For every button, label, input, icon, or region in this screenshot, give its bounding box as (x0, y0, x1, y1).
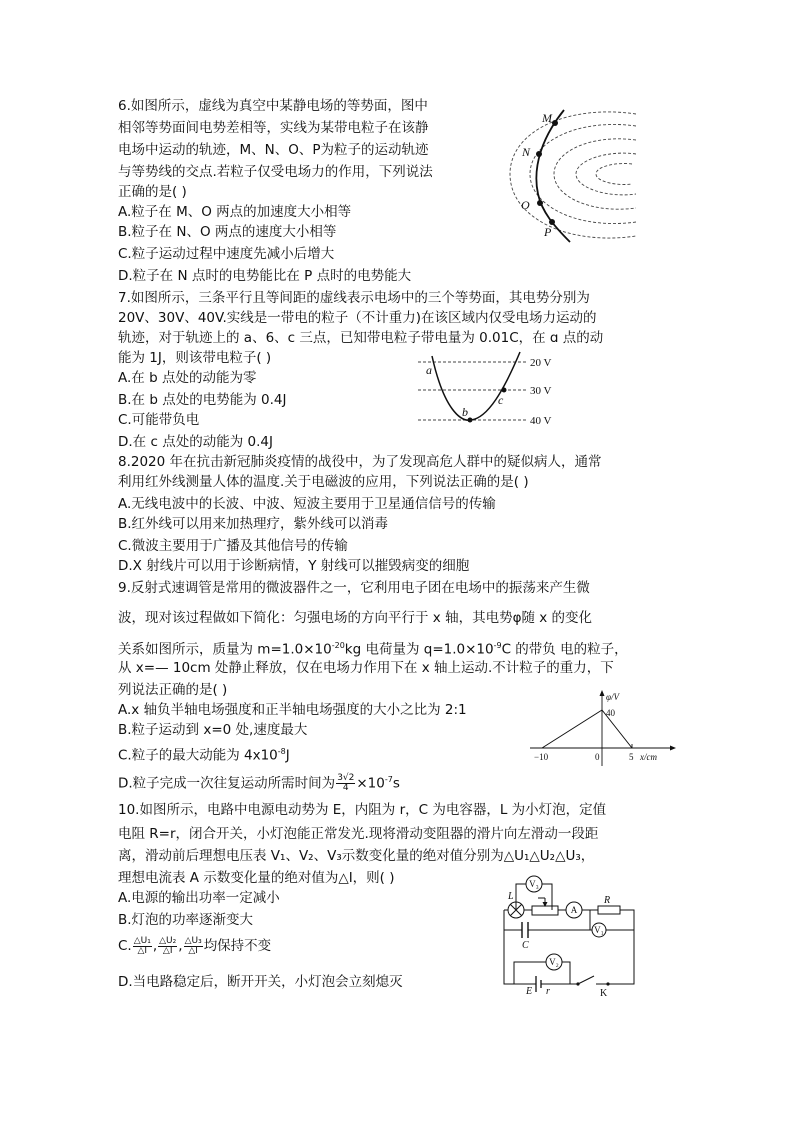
q9-option-a: A.x 轴负半轴电场强度和正半轴电场强度的大小之比为 2:1 (118, 702, 467, 718)
q9-potential-graph (528, 688, 678, 768)
q9-option-c: C.粒子的最大动能为 $4x10^{-8}J$ (118, 747, 290, 764)
q9-option-b: B.粒子运动到 x=0 处,速度最大 (118, 722, 308, 738)
q10-option-b: B.灯泡的功率逐渐变大 (118, 912, 254, 928)
q10-capacitor-symbol (522, 922, 528, 938)
q6-label-p: P (544, 225, 552, 239)
q10-battery-symbol (536, 976, 541, 992)
q9-stem-line-5: 列说法正确的是( ) (118, 682, 228, 698)
q8-option-d: D.X 射线片可以用于诊断病情，Y 射线可以摧毁病变的细胞 (118, 558, 470, 574)
q8-option-a: A.无线电波中的长波、中波、短波主要用于卫星通信信号的传输 (118, 496, 496, 512)
q7-label-40v: 40 V (530, 415, 552, 427)
q9-stem-line-2: 波，现对该过程做如下简化：匀强电场的方向平行于 x 轴，其电势φ随 x 的变化 (118, 610, 593, 626)
q10-switch-k (578, 976, 594, 984)
q6-stem-line-2: 相邻等势面间电势差相等，实线为某带电粒子在该静 (118, 120, 429, 136)
q6-stem-line-5: 正确的是( ) (118, 184, 187, 200)
q8-option-b: B.红外线可以用来加热理疗，紫外线可以消毒 (118, 516, 389, 532)
q7-label-c: c (498, 393, 504, 407)
q10-rheostat-symbol (532, 906, 558, 915)
q6-stem-line-4: 与等势线的交点.若粒子仅受电场力的作用，下列说法 (118, 164, 433, 180)
q6-label-n: N (522, 145, 531, 159)
q9-time-fraction: $\frac{3√2}{4}$ (337, 773, 355, 793)
q10-label-v1: V₁ (594, 925, 604, 935)
q10-stem-line-1: 10.如图所示，电路中电源电动势为 E，内阻为 r，C 为电容器，L 为小灯泡，定值 (118, 802, 607, 818)
q10-option-d: D.当电路稳定后，断开开关，小灯泡会立刻熄灭 (118, 974, 403, 990)
q7-stem-line-2: 20V、30V、40V.实线是一带电的粒子（不计重力)在该区域内仅受电场力运动的 (118, 310, 597, 326)
q6-point-m (552, 120, 558, 126)
q7-stem-line-3: 轨迹，对于轨迹上的 a、6、c 三点，已知带电粒子带电量为 0.01C，在 ɑ 点的动 (118, 330, 604, 346)
q7-label-a: a (426, 363, 432, 377)
q10-option-a: A.电源的输出功率一定减小 (118, 890, 280, 906)
q9-tick-5: 5 (629, 752, 634, 762)
q9-tick-minus10: −10 (534, 752, 549, 762)
q9-stem-line-3: 关系如图所示，质量为 $m=1.0\times 10^{-20}kg$ 电荷量为 $q=1.0\times 10^{-9}C$ 的带负 电的粒子， (118, 641, 628, 658)
q6-option-b: B.粒子在 N、O 两点的速度大小相等 (118, 224, 337, 240)
q10-stem-line-4: 理想电流表 A 示数变化量的绝对值为△I，则( ) (118, 870, 395, 886)
q10-label-v2: V₂ (549, 957, 559, 967)
q6-point-n (536, 151, 542, 157)
q6-stem-line-1: 6.如图所示，虚线为真空中某静电场的等势面，图中 (118, 98, 428, 114)
q10-label-a: A (570, 905, 578, 915)
q10-label-k: K (600, 988, 608, 996)
q7-equipotential-figure (416, 350, 566, 430)
q10-label-e: E (526, 986, 533, 996)
q7-point-c (502, 388, 507, 393)
q7-label-b: b (462, 405, 468, 419)
q10-stem-line-3: 离，滑动前后理想电压表 V₁、V₂、V₃示数变化量的绝对值分别为△U₁△U₂△U₃， (118, 848, 595, 864)
q10-option-c: C. $\frac{\text{△U₁}}{\triangle I}$ , $\frac{\text{△U₂}}{\triangle I}$ , $\frac{\text{△U₃}}{\triangle I}$ 均保持不变 (118, 935, 272, 956)
q9-option-d: D.粒子完成一次往复运动所需时间为 $\frac{3√2}{4}$ $\times 10^{-7}s$ (118, 773, 400, 793)
q7-option-c: C.可能带负电 (118, 412, 200, 428)
q7-option-d: D.在 c 点处的动能为 0.4J (118, 434, 273, 450)
q10-label-l: L (508, 891, 514, 902)
q10-stem-line-2: 电阻 R=r，闭合开关，小灯泡能正常发光.现将滑动变阻器的滑片向左滑动一段距 (118, 826, 599, 842)
q6-point-o (537, 200, 543, 206)
q6-label-m: M (542, 111, 552, 125)
q9-tick-40: 40 (606, 708, 615, 718)
q10-label-v3: V₃ (529, 879, 539, 889)
q9-axis-x-label: x/cm (640, 752, 657, 762)
q9-stem-line-1: 9.反射式速调管是常用的微波器件之一，它利用电子团在电场中的振荡来产生微 (118, 580, 590, 596)
q7-label-30v: 30 V (530, 385, 552, 397)
q7-option-a: A.在 b 点处的动能为零 (118, 370, 257, 386)
q7-stem-line-4: 能为 1J，则该带电粒子( ) (118, 350, 272, 366)
q8-option-c: C.微波主要用于广播及其他信号的传输 (118, 538, 348, 554)
q6-option-d: D.粒子在 N 点时的电势能比在 P 点时的电势能大 (118, 268, 412, 284)
q6-equipotential-figure (508, 106, 636, 244)
q10-circuit-figure (498, 872, 640, 996)
q9-tick-0: 0 (595, 752, 600, 762)
q9-potential-line (542, 710, 632, 748)
q6-stem-line-3: 电场中运动的轨迹，M、N、O、P为粒子的运动轨迹 (118, 142, 429, 158)
q6-label-o: O (521, 198, 530, 212)
q9-stem-line-4: 从 x=— 10cm 处静止释放，仅在电场力作用下在 x 轴上运动.不计粒子的重力，下 (118, 660, 614, 676)
q8-stem-line-2: 利用红外线测量人体的温度.关于电磁波的应用，下列说法正确的是( ) (118, 474, 529, 490)
q7-point-b (468, 418, 473, 423)
q7-stem-line-1: 7.如图所示，三条平行且等间距的虚线表示电场中的三个等势面，其电势分别为 (118, 290, 590, 306)
q10-label-r: R (604, 895, 611, 906)
q10-label-c: C (522, 940, 529, 951)
q6-option-a: A.粒子在 M、O 两点的加速度大小相等 (118, 204, 352, 220)
q9-axis-phi-label: φ/V (606, 692, 619, 702)
q7-option-b: B.在 b 点处的电势能为 0.4J (118, 392, 287, 408)
q6-option-c: C.粒子运动过程中速度先减小后增大 (118, 246, 335, 262)
q8-stem-line-1: 8.2020 年在抗击新冠肺炎疫情的战役中，为了发现高危人群中的疑似病人，通常 (118, 454, 602, 470)
q10-label-rint: r (546, 986, 550, 996)
q7-label-20v: 20 V (530, 357, 552, 369)
q10-resistor-symbol (598, 906, 620, 914)
